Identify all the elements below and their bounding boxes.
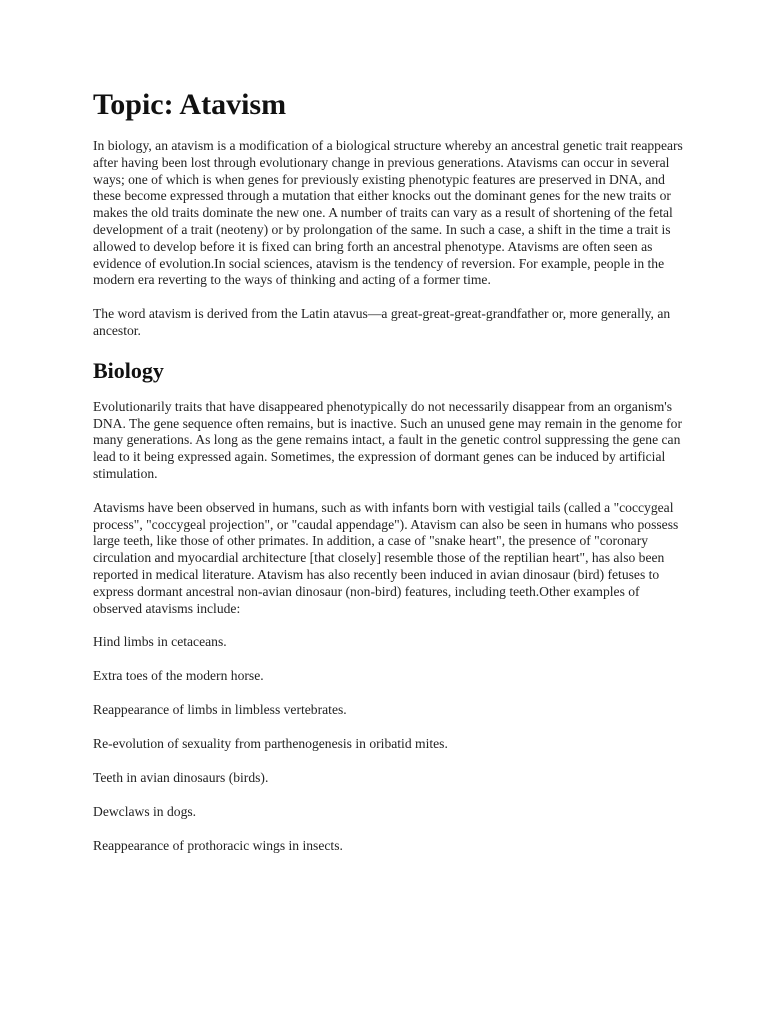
example-item: Extra toes of the modern horse. xyxy=(93,668,264,684)
document-page xyxy=(93,86,683,872)
biology-paragraph: Atavisms have been observed in humans, such as with infants born with vestigial tails (called a "coccygeal process", "coccygeal projection", or "caudal appendage"). Atavism can also be seen in humans who possess large teeth, like those of other primates. In addition, a case of "snake heart", the presence of "coronary circulation and myocardial architecture [that closely] resemble those of the reptilian heart", has also been reported in medical literature. Atavism has also recently been induced in avian dinosaur (bird) fetuses to express dormant ancestral non-avian dinosaur (non-bird) features, including teeth.Other examples of observed atavisms include: xyxy=(93,499,679,616)
example-item: Teeth in avian dinosaurs (birds). xyxy=(93,769,269,785)
etymology-paragraph: The word atavism is derived from the Latin atavus—a great-great-great-grandfather or, more generally, an ancestor. xyxy=(93,306,671,338)
intro-paragraph: In biology, an atavism is a modification of a biological structure whereby an ancestral genetic trait reappears after having been lost through evolutionary change in previous generations. Atavisms can occur in several ways; one of which is when genes for previously existing phenotypic features are preserved in DNA, and these become expressed through a mutation that either knocks out the dominant genes for the new traits or makes the old traits dominate the new one. A number of traits can vary as a result of shortening of the fetal development of a trait (neoteny) or by prolongation of the same. In such a case, a shift in the time a trait is allowed to develop before it is fixed can bring forth an ancestral phenotype. Atavisms are often seen as evidence of evolution.In social sciences, atavism is the tendency of reversion. For example, people in the modern era reverting to the ways of thinking and acting of a former time. xyxy=(93,138,683,288)
biology-paragraph: Evolutionarily traits that have disappeared phenotypically do not necessarily disappear from an organism's DNA. The gene sequence often remains, but is inactive. Such an unused gene may remain in the genome for many generations. As long as the gene remains intact, a fault in the genetic control suppressing the gene can lead to it being expressed again. Sometimes, the expression of dormant genes can be induced by artificial stimulation. xyxy=(93,398,683,481)
example-item: Hind limbs in cetaceans. xyxy=(93,634,227,650)
biology-heading: Biology xyxy=(93,357,164,383)
example-item: Reappearance of limbs in limbless vertebrates. xyxy=(93,702,347,718)
example-item: Reappearance of prothoracic wings in insects. xyxy=(93,837,343,853)
example-item: Dewclaws in dogs. xyxy=(93,803,197,819)
examples-list xyxy=(93,634,683,854)
document-title: Topic: Atavism xyxy=(93,88,287,121)
example-item: Re-evolution of sexuality from parthenogenesis in oribatid mites. xyxy=(93,736,448,751)
